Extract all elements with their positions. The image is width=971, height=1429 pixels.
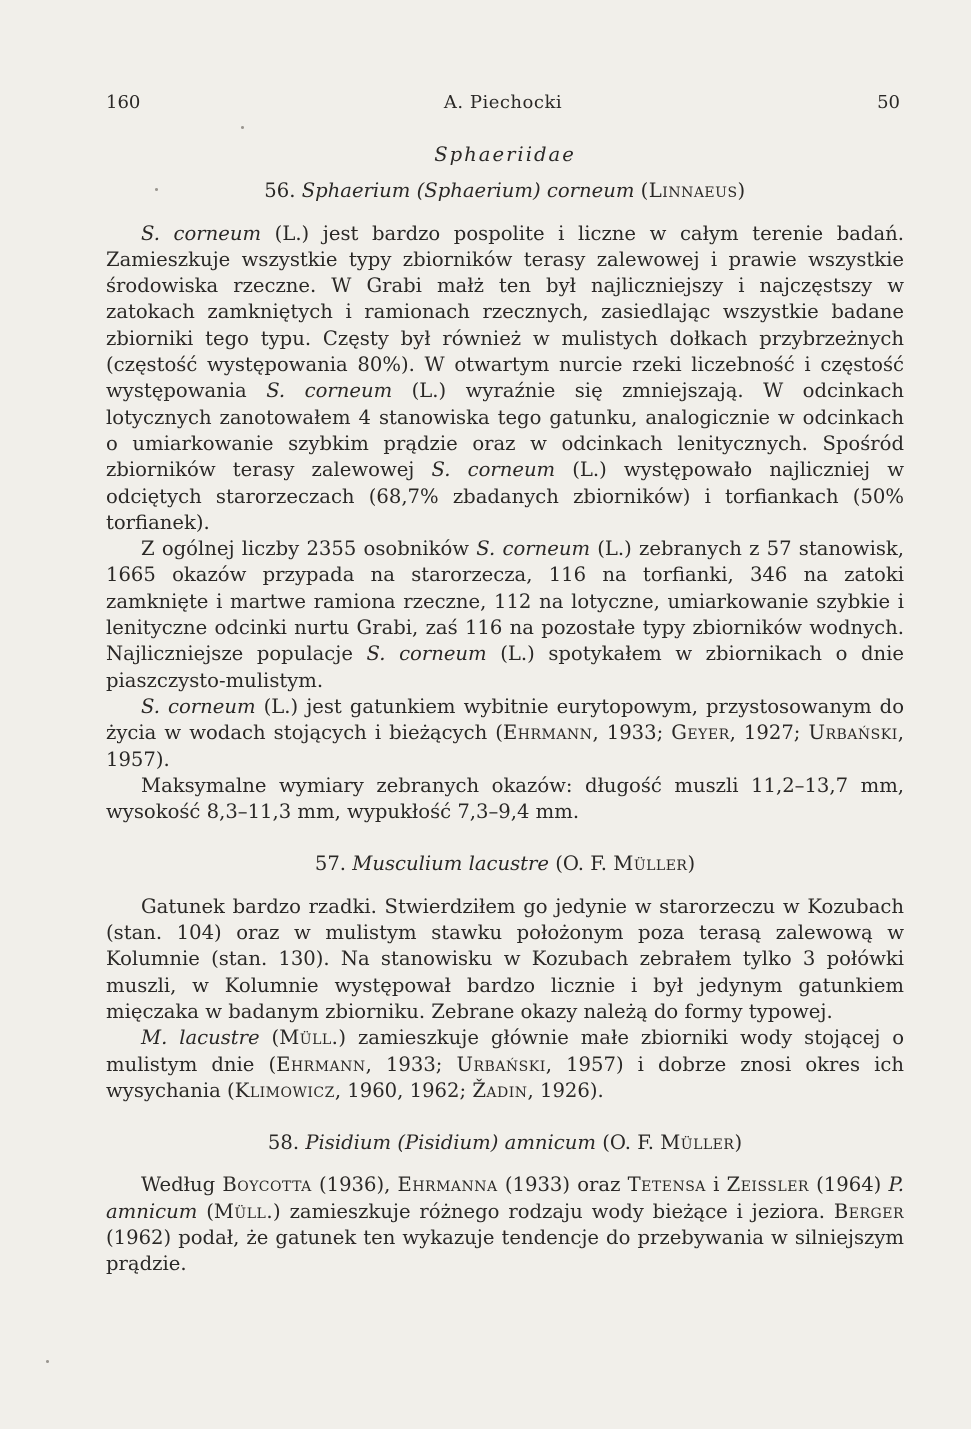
species-56-paragraph-4: Maksymalne wymiary zebranych okazów: długość muszli 11,2–13,7 mm, wysokość 8,3–11,3 mm, wypukłość 7,3–9,4 mm.: [106, 773, 904, 824]
species-56-heading: 56. Sphaerium (Sphaerium) corneum (Linnaeus): [264, 179, 746, 203]
print-speck: [155, 188, 158, 191]
species-56-paragraph-1: S. corneum (L.) jest bardzo pospolite i liczne w całym terenie badań. Zamieszkuje wszystkie typy zbiorników terasy zalewowej i prawie wszystkie środowiska rzeczne. W Grabi małż ten był najliczniejszy i najczęstszy w zatokach zamkniętych i ramionach rzecznych, zasiedlając wszystkie badane zbiorniki tego typu. Częsty był również w mulistych dołkach przybrzeżnych (częstość występowania 80%). W otwartym nurcie rzeki liczebność i częstość występowania S. corneum (L.) wyraźnie się zmniejszają. W odcinkach lotycznych zanotowałem 4 stanowiska tego gatunku, analogicznie w odcinkach o umiarkowanie szybkim prądzie oraz w odcinkach lenitycznych. Spośród zbiorników terasy zalewowej S. corneum (L.) występowało najliczniej w odciętych starorzeczach (68,7% zbadanych zbiorników) i torfiankach (50% torfianek).: [106, 221, 905, 534]
print-speck: [46, 1360, 49, 1363]
body-text: [106, 142, 904, 1278]
family-heading: Sphaeriidae: [434, 143, 576, 166]
species-57-paragraph-1: Gatunek bardzo rzadki. Stwierdziłem go jedynie w starorzeczu w Kozubach (stan. 104) oraz w mulistym stawku położonym poza terasą zalewową w Kolumnie (stan. 130). Na stanowisku w Kozubach zebrałem tylko 3 połówki muszli, w Kolumnie występował bardzo licznie i był jedynym gatunkiem mięczaka w badanym zbiorniku. Zebrane okazy należą do formy typowej.: [106, 894, 904, 1023]
running-head-author: A. Piechocki: [443, 92, 563, 113]
page-number-right: 50: [877, 92, 900, 113]
species-58-paragraph-1: Według Boycotta (1936), Ehrmanna (1933) oraz Tetensa i Zeissler (1964) P. amnicum (Müll.) zamieszkuje różnego rodzaju wody bieżące i jeziora. Berger (1962) podał, że gatunek ten wykazuje tendencje do przebywania w silniejszym prądzie.: [106, 1173, 904, 1276]
species-57-heading: 57. Musculium lacustre (O. F. Müller): [314, 852, 696, 876]
running-header: [106, 92, 900, 116]
page-number-left: 160: [106, 92, 141, 113]
species-58-heading: 58. Pisidium (Pisidium) amnicum (O. F. Müller): [267, 1131, 743, 1155]
species-57-paragraph-2: M. lacustre (Müll.) zamieszkuje głównie małe zbiorniki wody stojącej o mulistym dnie (Ehrmann, 1933; Urbański, 1957) i dobrze znosi okres ich wysychania (Klimowicz, 1960, 1962; Žadin, 1926).: [106, 1026, 904, 1102]
print-speck: [241, 126, 244, 129]
species-56-paragraph-3: S. corneum (L.) jest gatunkiem wybitnie eurytopowym, przystosowanym do życia w wodach stojących i bieżących (Ehrmann, 1933; Geyer, 1927; Urbański, 1957).: [106, 694, 904, 771]
species-56-paragraph-2: Z ogólnej liczby 2355 osobników S. corneum (L.) zebranych z 57 stanowisk, 1665 okazów przypada na starorzecza, 116 na torfianki, 346 na zatoki zamknięte i martwe ramiona rzeczne, 112 na lotyczne, umiarkowanie szybkie i lenityczne odcinki nurtu Grabi, zaś 116 na pozostałe typy zbiorników wodnych. Najliczniejsze populacje S. corneum (L.) spotykałem w zbiornikach o dnie piaszczysto-mulistym.: [106, 537, 905, 692]
